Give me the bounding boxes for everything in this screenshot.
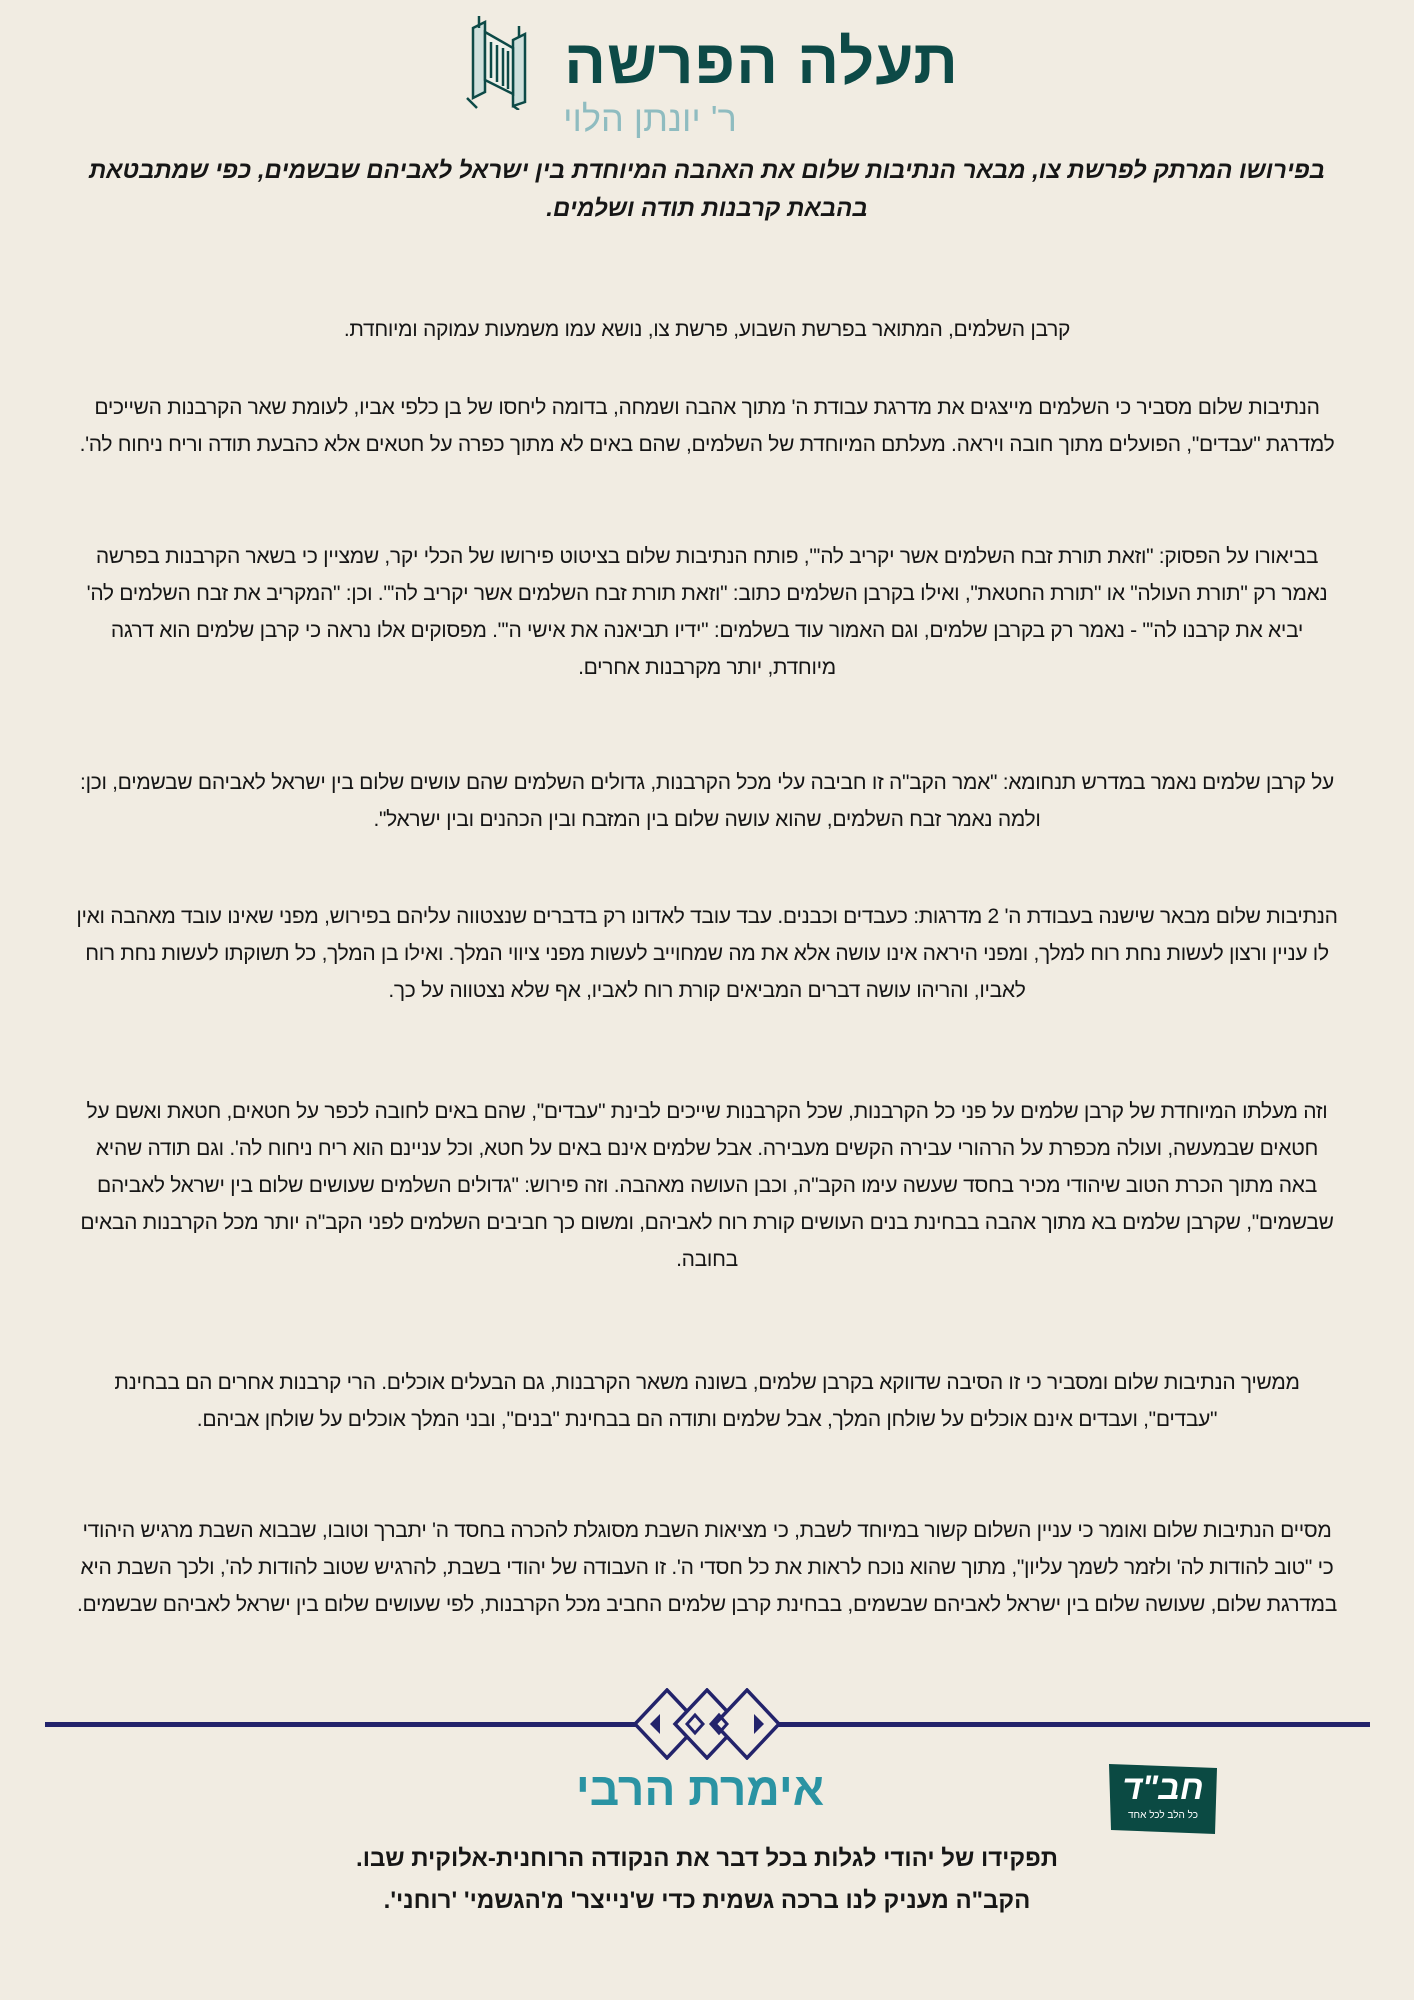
body-paragraph: קרבן השלמים, המתואר בפרשת השבוע, פרשת צו, נושא עמו משמעות עמוקה ומיוחדת. [343, 318, 1071, 341]
author-name: ר' יונתן הלוי [563, 98, 737, 139]
diamond-ornament-icon [630, 1688, 784, 1760]
intro-summary: בפירושו המרתק לפרשת צו, מבאר הנתיבות שלום את האהבה המיוחדת בין ישראל לאביהם שבשמים, כפי שמתבטאת בהבאת קרבנות תודה ושלמים. [88, 157, 1326, 222]
body-paragraph: הנתיבות שלום מבאר שישנה בעבודת ה' 2 מדרגות: כעבדים וכבנים. עבד עובד לאדונו רק בדברים שנצטווה עליהם בפירוש, מפני שאינו עובד מאהבה ואין לו עניין ורצון לעשות נחת רוח למלך, ומפני היראה אינו עושה אלא את מה שמחוייב לעשות מפני ציווי המלך. ואילו בן המלך, כל תשוקתו לעשות נחת רוח לאביו, והריהו עושה דברים המביאים קורת רוח לאביו, אף שלא נצטווה על כך. [76, 905, 1338, 1002]
rebbe-quote-heading: אימרת הרבי [575, 1763, 825, 1815]
header-title-row [0, 22, 1414, 102]
quote-line: תפקידו של יהודי לגלות בכל דבר את הנקודה הרוחנית-אלוקית שבו. [356, 1845, 1058, 1872]
torah-scroll-icon [455, 14, 539, 110]
logo-text: חב"ד [1122, 1769, 1204, 1807]
body-paragraph: מסיים הנתיבות שלום ואומר כי עניין השלום קשור במיוחד לשבת, כי מציאות השבת מסוגלת להכרה בחסד ה' יתברך וטובו, שבבוא השבת מרגיש היהודי כי "טוב להודות לה' ולזמר לשמך עליון", מתוך שהוא נוכח לראות את כל חסדי ה'. זו העבודה של יהודי בשבת, להרגיש שטוב להודות לה', ולכך השבת היא במדרגת שלום, שעושה שלום בין ישראל לאביהם שבשמים, בבחינת קרבן שלמים החביב מכל הקרבנות, לפי שעושים שלום בין ישראל לאביהם שבשמים. [76, 1519, 1337, 1616]
body-paragraph: ממשיך הנתיבות שלום ומסביר כי זו הסיבה שדווקא בקרבן שלמים, בשונה משאר הקרבנות, גם הבעלים אוכלים. הרי קרבנות אחרים הם בבחינת "עבדים", ועבדים אינם אוכלים על שולחן המלך, אבל שלמים ותודה הם בבחינת "בנים", ובני המלך אוכלים על שולחן אביהם. [114, 1371, 1300, 1431]
body-paragraph: בביאורו על הפסוק: "וזאת תורת זבח השלמים אשר יקריב לה'", פותח הנתיבות שלום בציטוט פירושו של הכלי יקר, שמציין כי בשאר הקרבנות בפרשה נאמר רק "תורת העולה" או "תורת החטאת", ואילו בקרבן השלמים כתוב: "וזאת תורת זבח השלמים אשר יקריב לה'". וכן: "המקריב את זבח השלמים לה' יביא את קרבנו לה'" - נאמר רק בקרבן שלמים, וגם האמור עוד בשלמים: "ידיו תביאנה את אישי ה'". מפסוקים אלו נראה כי קרבן שלמים הוא דרגה מיוחדת, יותר מקרבנות אחרים. [86, 545, 1328, 679]
chabad-logo [1107, 1764, 1219, 1834]
page-title: תעלה הפרשה [564, 27, 959, 97]
body-paragraph: על קרבן שלמים נאמר במדרש תנחומא: "אמר הקב"ה זו חביבה עלי מכל הקרבנות, גדולים השלמים שהם עושים שלום בין ישראל לאביהם שבשמים, וכן: ולמה נאמר זבח השלמים, שהוא עושה שלום בין המזבח ובין הכהנים ובין ישראל". [80, 771, 1334, 831]
logo-tagline: כל הלב לכל אחד [1128, 1810, 1198, 1821]
rebbe-quote [150, 1838, 1264, 1922]
body-paragraph: וזה מעלתו המיוחדת של קרבן שלמים על פני כל הקרבנות, שכל הקרבנות שייכים לבינת "עבדים", שהם באים לחובה לכפר על חטאים, חטאת ואשם על חטאים שבמעשה, ועולה מכפרת על הרהורי עבירה הקשים מעבירה. אבל שלמים אינם באים על חטא, וכל עניינם הוא ריח ניחוח לה'. וגם תודה שהיא באה מתוך הכרת הטוב שיהודי מכיר בחסד שעשה עימו הקב"ה, וכבן העושה מאהבה. וזה פירוש: "גדולים השלמים שעושים שלום בין ישראל לאביהם שבשמים", שקרבן שלמים בא מתוך אהבה בבחינת בנים העושים קורת רוח לאביהם, ומשום כך חביבים השלמים לפני הקב"ה יותר מכל הקרבנות הבאים בחובה. [80, 1100, 1334, 1271]
quote-line: הקב"ה מעניק לנו ברכה גשמית כדי ש'נייצר' מ'הגשמי' 'רוחני'. [383, 1887, 1031, 1914]
body-paragraph: הנתיבות שלום מסביר כי השלמים מייצגים את מדרגת עבודת ה' מתוך אהבה ושמחה, בדומה ליחסו של בן כלפי אביו, לעומת שאר הקרבנות השייכים למדרגת "עבדים", הפועלים מתוך חובה ויראה. מעלתם המיוחדת של השלמים, שהם באים לא מתוך כפרה על חטאים אלא כהבעת תודה וריח ניחוח לה'. [79, 396, 1335, 456]
